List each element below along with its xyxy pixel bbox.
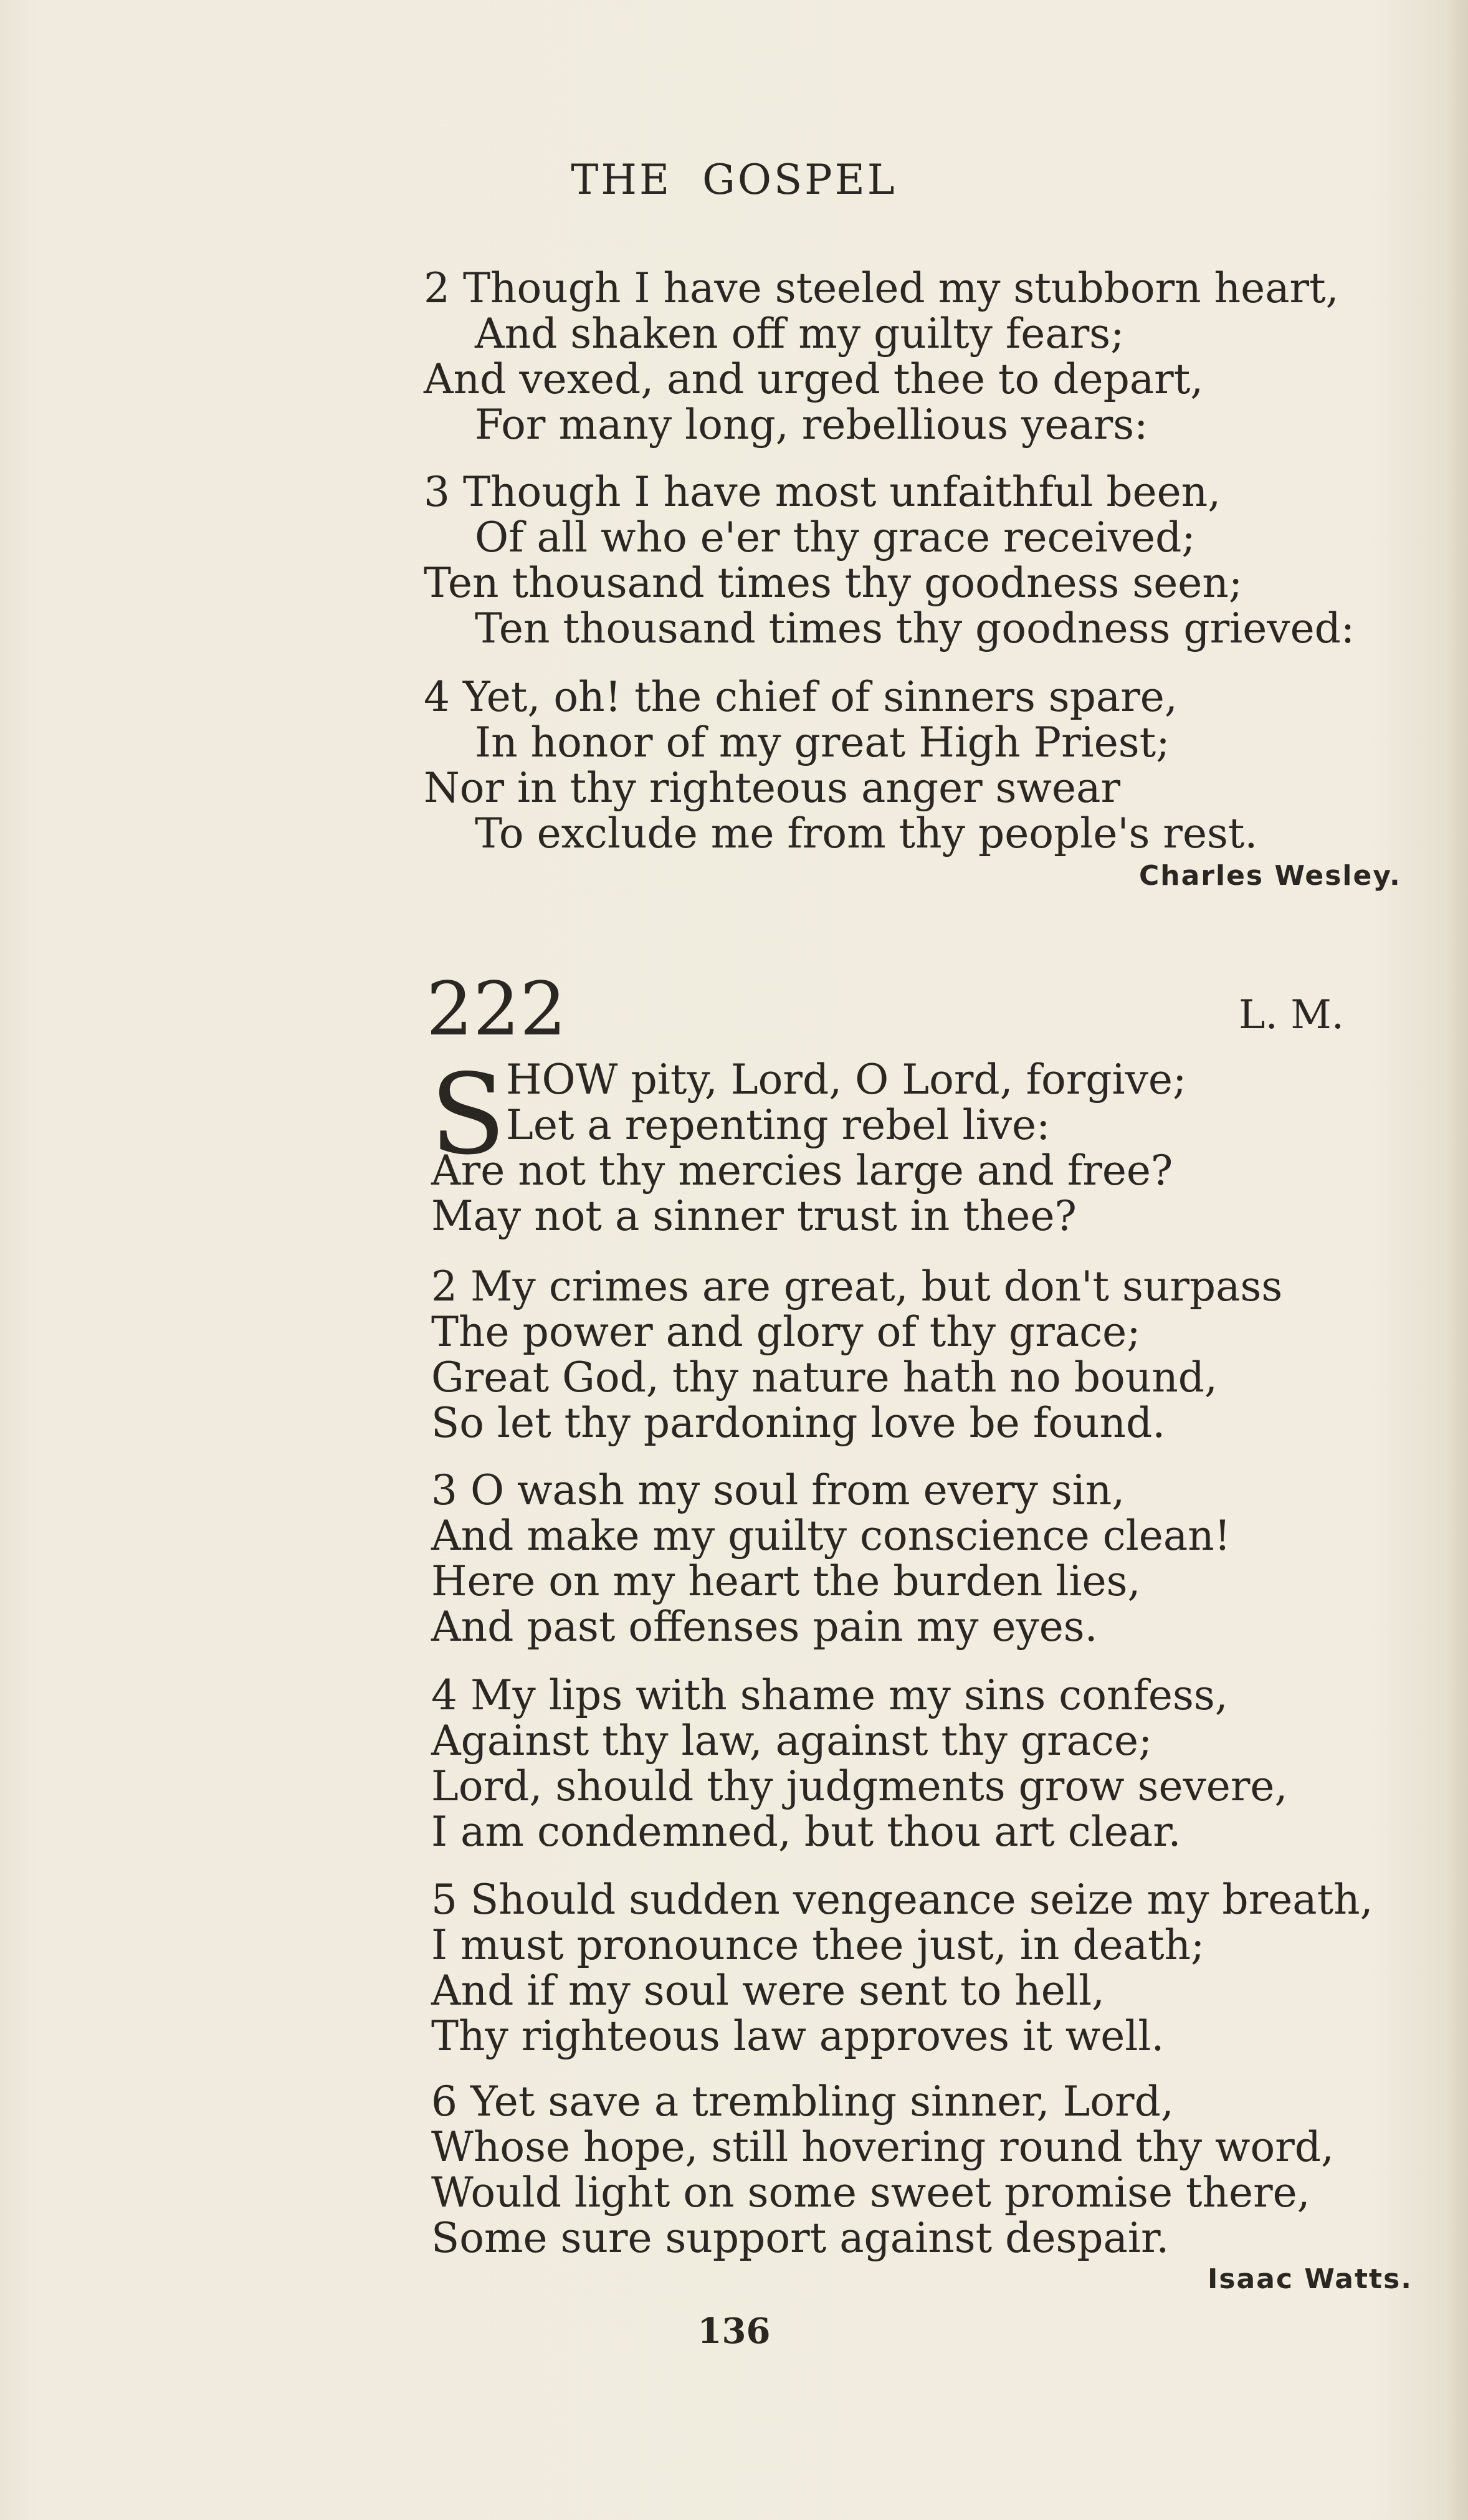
- stanza-line: 3 Though I have most unfaithful been,: [424, 468, 1221, 516]
- stanza-line: Whose hope, still hovering round thy word,: [431, 2123, 1335, 2171]
- stanza-line: And vexed, and urged thee to depart,: [424, 355, 1204, 403]
- stanza-line: 4 Yet, oh! the chief of sinners spare,: [424, 673, 1178, 721]
- stanza-line: Thy righteous law approves it well.: [431, 2012, 1165, 2060]
- author-credit: Isaac Watts.: [1208, 2263, 1413, 2295]
- stanza-line: 5 Should sudden vengeance seize my breath,: [431, 1876, 1373, 1924]
- stanza-line: Are not thy mercies large and free?: [431, 1147, 1173, 1195]
- stanza-line: Of all who e'er thy grace received;: [475, 513, 1196, 561]
- stanza-line: Ten thousand times thy goodness seen;: [424, 559, 1243, 607]
- stanza-line: Nor in thy righteous anger swear: [424, 764, 1121, 812]
- stanza-line: And if my soul were sent to hell,: [431, 1967, 1105, 2015]
- stanza-line: Would light on some sweet promise there,: [431, 2169, 1310, 2217]
- stanza-line: And past offenses pain my eyes.: [431, 1603, 1098, 1651]
- stanza-line: Some sure support against despair.: [431, 2214, 1170, 2262]
- stanza-line: Against thy law, against thy grace;: [431, 1717, 1153, 1765]
- page-number: 136: [697, 2311, 771, 2352]
- stanza-line: For many long, rebellious years:: [475, 401, 1148, 449]
- stanza-line: In honor of my great High Priest;: [475, 718, 1170, 766]
- stanza-line: 4 My lips with shame my sins confess,: [431, 1671, 1228, 1719]
- stanza-line: Ten thousand times thy goodness grieved:: [475, 604, 1355, 652]
- stanza-line: 6 Yet save a trembling sinner, Lord,: [431, 2078, 1174, 2126]
- stanza-line: Lord, should thy judgments grow severe,: [431, 1762, 1288, 1810]
- stanza-line: Here on my heart the burden lies,: [431, 1557, 1141, 1605]
- stanza-line: HOW pity, Lord, O Lord, forgive;: [506, 1056, 1187, 1104]
- running-header: THE GOSPEL: [571, 156, 897, 204]
- stanza-line: Let a repenting rebel live:: [506, 1101, 1051, 1149]
- hymn-number: 222: [426, 966, 567, 1052]
- stanza-line: And shaken off my guilty fears;: [475, 310, 1125, 358]
- drop-cap: S: [430, 1050, 506, 1179]
- author-credit: Charles Wesley.: [1139, 860, 1401, 892]
- stanza-line: So let thy pardoning love be found.: [431, 1399, 1166, 1447]
- stanza-line: 2 My crimes are great, but don't surpass: [431, 1262, 1283, 1310]
- stanza-line: May not a sinner trust in thee?: [431, 1192, 1077, 1240]
- stanza-line: I am condemned, but thou art clear.: [431, 1808, 1181, 1856]
- stanza-line: 2 Though I have steeled my stubborn heart,: [424, 264, 1339, 312]
- stanza-line: The power and glory of thy grace;: [431, 1308, 1141, 1356]
- hymn-meter: L. M.: [1239, 992, 1345, 1038]
- stanza-line: I must pronounce thee just, in death;: [431, 1921, 1205, 1969]
- stanza-line: Great God, thy nature hath no bound,: [431, 1353, 1218, 1401]
- stanza-line: 3 O wash my soul from every sin,: [431, 1466, 1125, 1514]
- stanza-line: To exclude me from thy people's rest.: [475, 809, 1258, 857]
- stanza-line: And make my guilty conscience clean!: [431, 1512, 1231, 1560]
